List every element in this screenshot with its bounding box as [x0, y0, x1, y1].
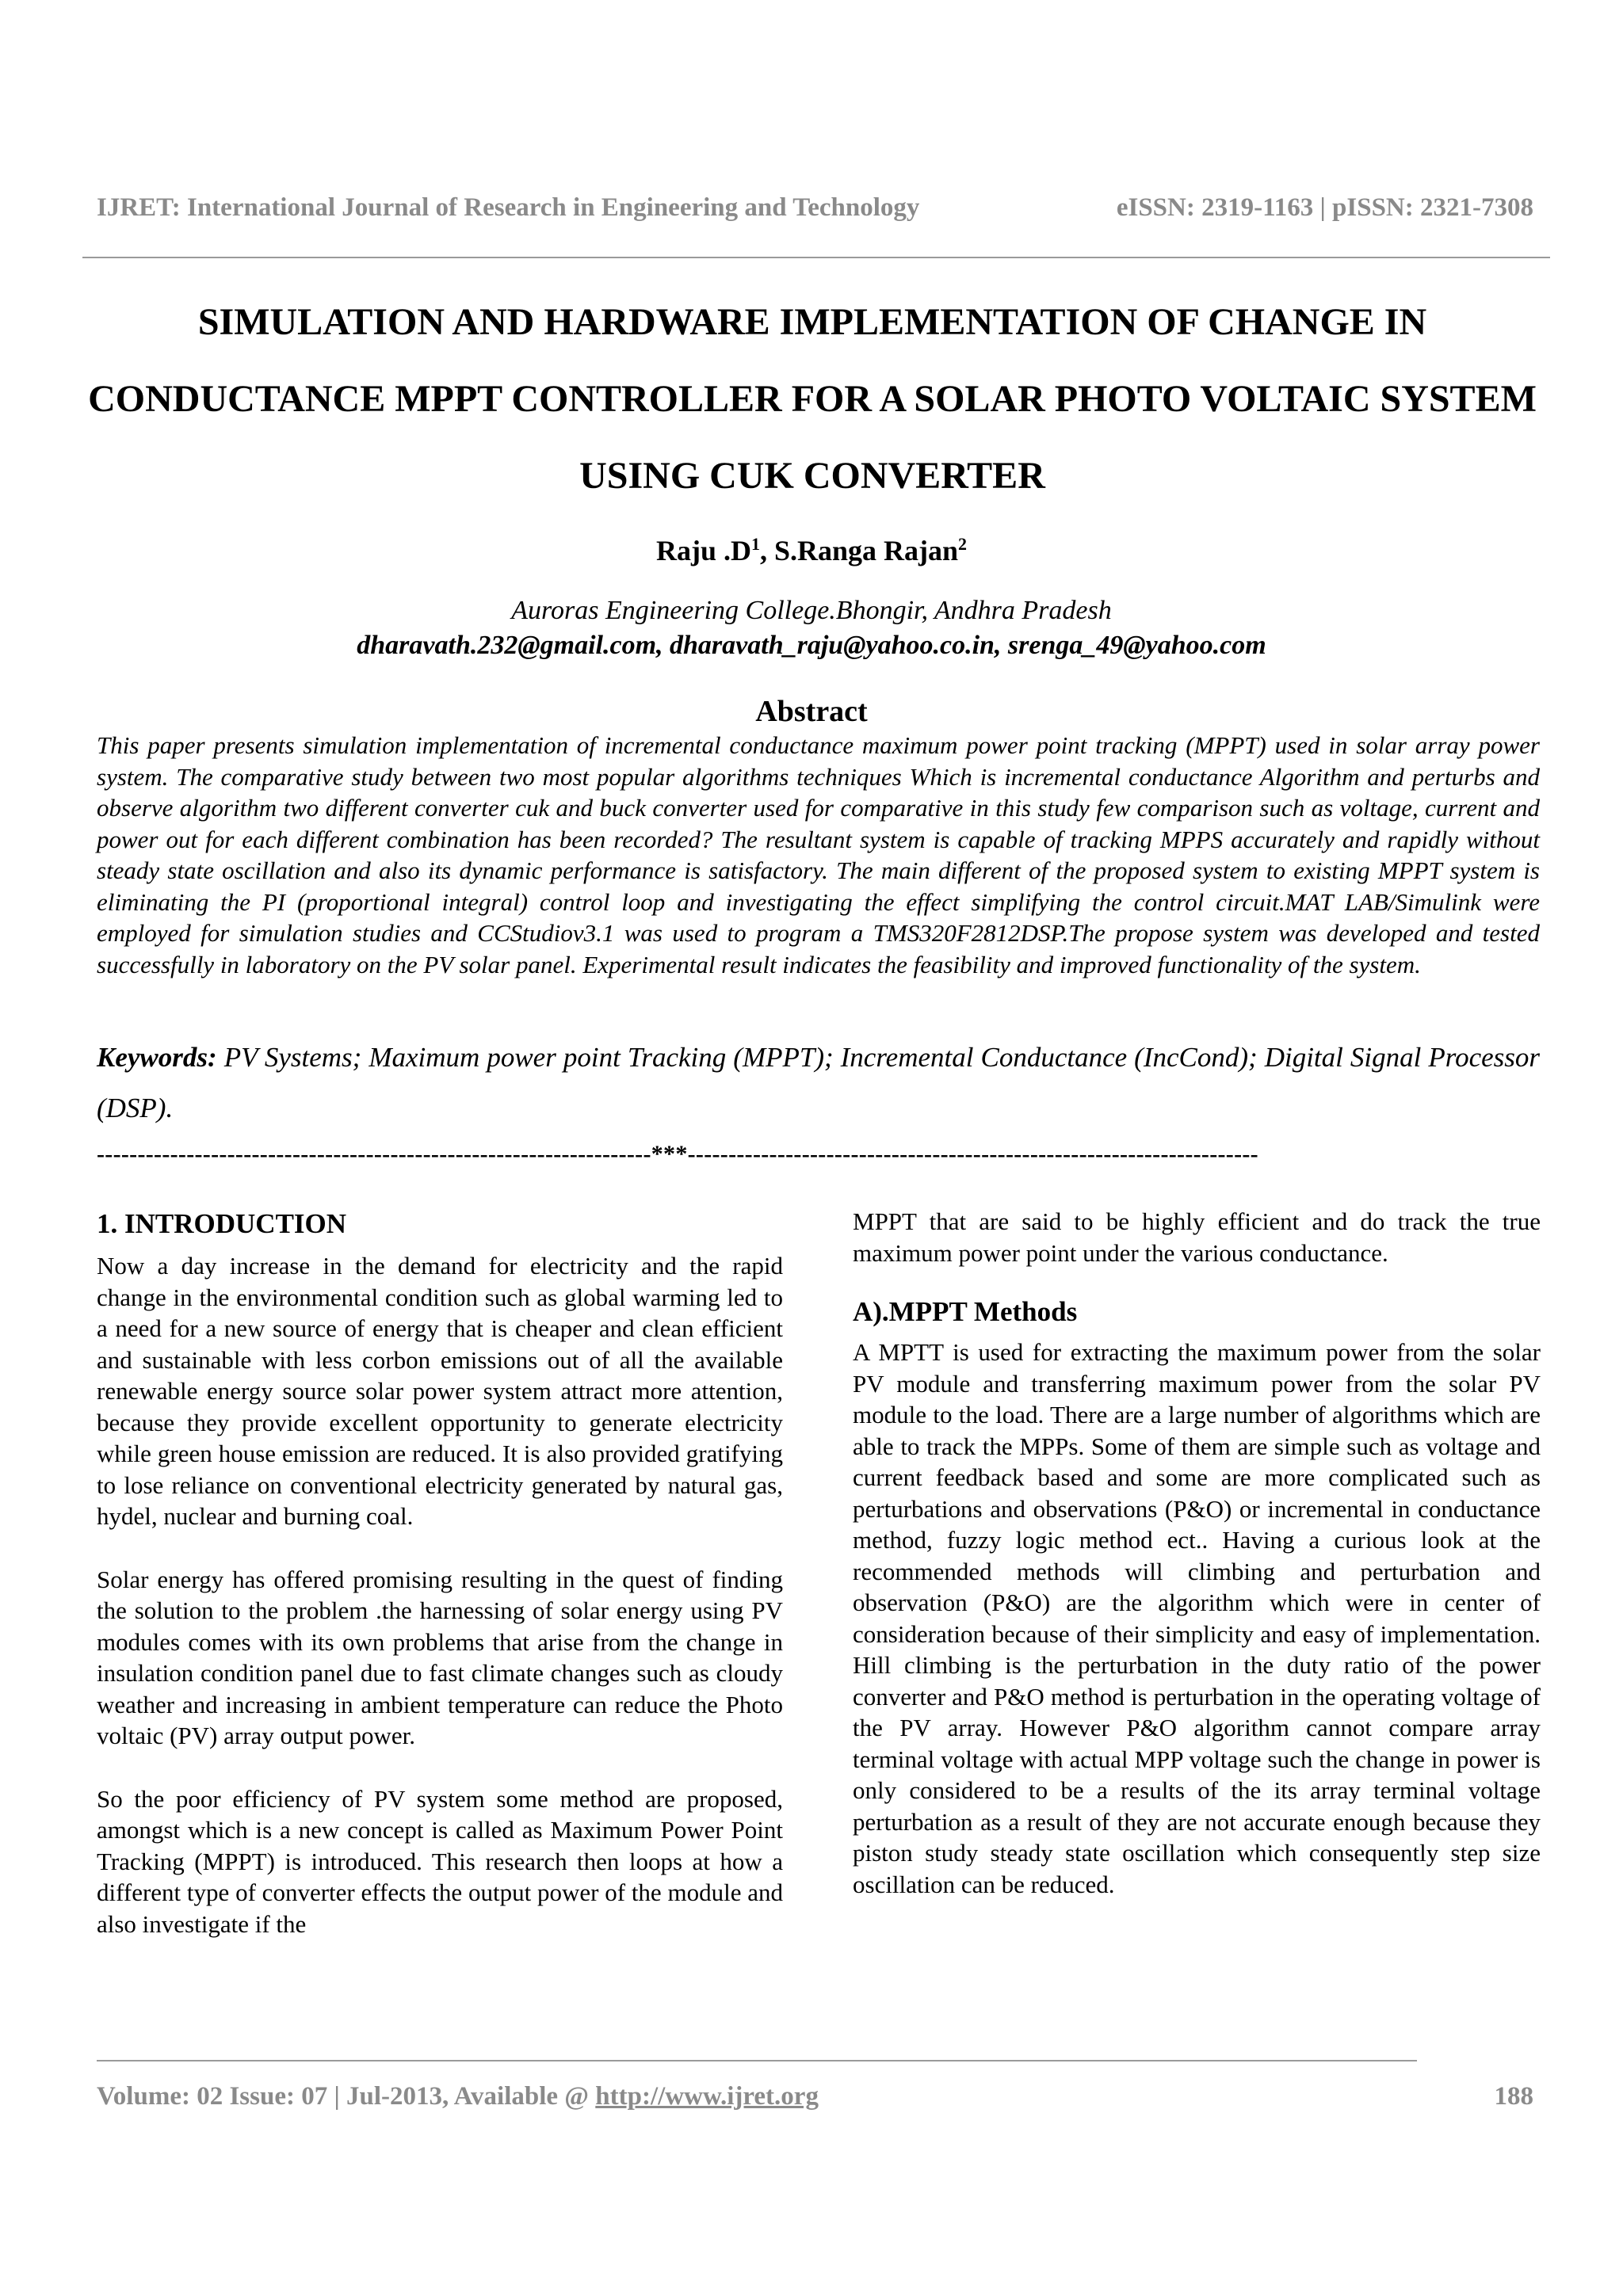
volume-info [97, 2082, 819, 2111]
abstract-heading: Abstract [755, 695, 868, 728]
paper-title: SIMULATION AND HARDWARE IMPLEMENTATION OF CHANGE IN CONDUCTANCE MPPT CONTROLLER FOR A SOLAR PHOTO VOLTAIC SYSTEM USING CUK CONVERTER [88, 301, 1537, 497]
keywords-label: Keywords: [97, 1042, 217, 1073]
mppt-methods-heading: A).MPPT Methods [853, 1296, 1078, 1327]
intro-paragraph: Now a day increase in the demand for electricity and the rapid change in the environmental condition such as global warming led to a need for a new source of energy that is cheaper and clean efficient and sustainable with less corbon emissions out of all the available renewable energy source solar power system attract more attention, because they provide excellent opportunity to generate electricity while green house emission are reduced. It is also provided gratifying to lose reliance on conventional electricity generated by natural gas, hydel, nuclear and burning coal. [97, 1252, 783, 1530]
page-number: 188 [1494, 2082, 1533, 2111]
header-rule [82, 257, 1550, 258]
keywords-text: PV Systems; Maximum power point Tracking (MPPT); Incremental Conductance (IncCond); Digital Signal Processor (DSP). [97, 1042, 1541, 1123]
author-emails: dharavath.232@gmail.com, dharavath_raju@yahoo.co.in, srenga_49@yahoo.com [357, 631, 1266, 660]
mppt-methods-paragraph: A MPTT is used for extracting the maximum power from the solar PV module and transferring maximum power from the solar PV module to the load. There are a large number of algorithms which are able to track the MPPs. Some of them are simple such as voltage and current feedback based and some are more complicated such as perturbations and observations (P&O) or incremental in conductance method, fuzzy logic method ect.. Having a curious look at the recommended methods will climbing and perturbation and observation (P&O) are the algorithm which were in center of consideration because of their simplicity and easy of implementation. Hill climbing is the perturbation in the duty ratio of the power converter and P&O method is perturbation in the operating voltage of the PV array. However P&O algorithm cannot compare array terminal voltage with actual MPP voltage such the change in power is only considered to be a results of the its array terminal voltage perturbation as a result of they are not accurate enough because they piston study steady state oscillation which consequently step size oscillation can be reduced. [853, 1338, 1541, 1898]
footer-rule [97, 2060, 1417, 2061]
left-column [97, 1206, 783, 1971]
intro-paragraph: Solar energy has offered promising resulting in the quest of finding the solution to the problem .the harnessing of solar energy using PV modules comes with its own problems that arise from the change in insulation condition panel due to fast climate changes such as cloudy weather and increasing in ambient temperature can reduce the Photo voltaic (PV) array output power. [97, 1565, 783, 1749]
continuation-paragraph: MPPT that are said to be highly efficient and do track the true maximum power point under the various conductance. [853, 1207, 1541, 1267]
author-affiliation-mark: 1 [750, 534, 760, 554]
issn-info: eISSN: 2319-1163 | pISSN: 2321-7308 [1116, 193, 1533, 222]
intro-paragraph: So the poor efficiency of PV system some method are proposed, amongst which is a new concept is called as Maximum Power Point Tracking (MPPT) is introduced. This research then loops at how a different type of converter effects the output power of the module and also investigate if the [97, 1784, 783, 1938]
author-name: Raju .D [655, 535, 751, 566]
journal-link[interactable]: http://www.ijret.org [595, 2082, 819, 2111]
author-line [0, 534, 1623, 567]
keywords [97, 1032, 1540, 1134]
journal-name: IJRET: International Journal of Research in Engineering and Technology [97, 193, 920, 222]
right-column [853, 1206, 1541, 1932]
author-separator: , [759, 535, 774, 566]
abstract-body: This paper presents simulation implementation of incremental conductance maximum power point tracking (MPPT) used in solar array power system. The comparative study between two most popular algorithms techniques Which is incremental conductance Algorithm and perturbs and observe algorithm two different converter cuk and buck converter used for comparative in this study few comparison such as voltage, current and power out for each different combination has been recorded? The resultant system is capable of tracking MPPS accurately and rapidly without steady state oscillation and also its dynamic performance is satisfactory. The main different of the proposed system to existing MPPT system is eliminating the PI (proportional integral) control loop and investigating the effect simplifying the control circuit.MAT LAB/Simulink were employed for simulation studies and CCStudiov3.1 was used to program a TMS320F2812DSP.The propose system was developed and tested successfully in laboratory on the PV solar panel. Experimental result indicates the feasibility and improved functionality of the system. [97, 731, 1540, 978]
author-affiliation-mark: 2 [958, 534, 968, 554]
section-separator: --------------------------------------------------------------------***---------------------------------------------------------------------- [97, 1141, 1258, 1167]
running-header [0, 193, 1623, 233]
author-name: S.Ranga Rajan [773, 535, 959, 566]
volume-text: Volume: 02 Issue: 07 | Jul-2013, Available @ [97, 2082, 596, 2111]
introduction-heading: 1. INTRODUCTION [97, 1208, 347, 1239]
affiliation: Auroras Engineering College.Bhongir, Andhra Pradesh [511, 596, 1112, 625]
